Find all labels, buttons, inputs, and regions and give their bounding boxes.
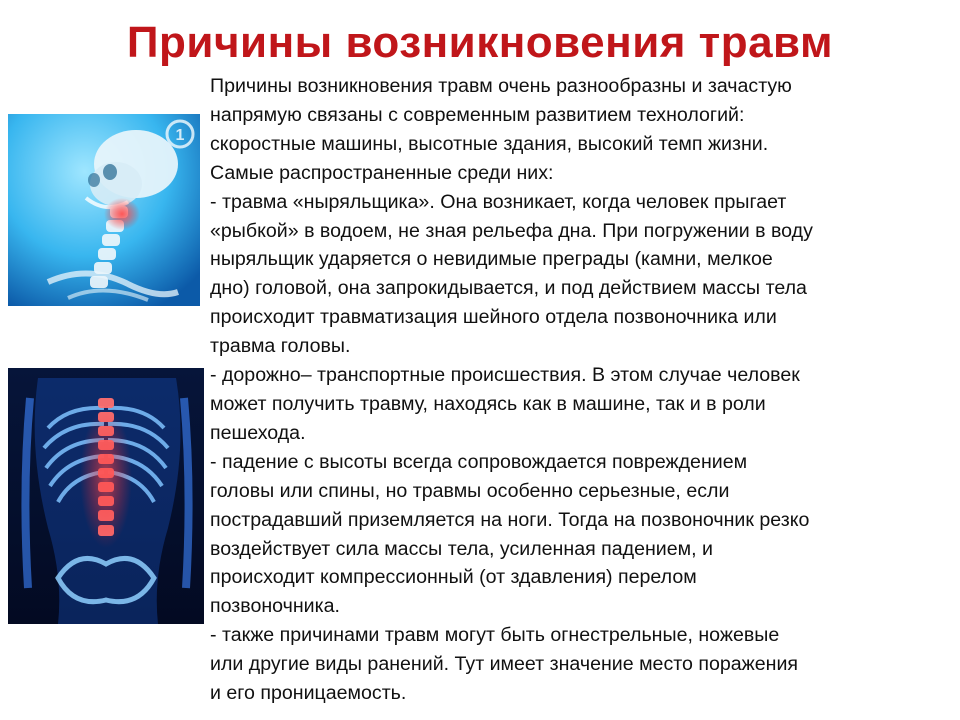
text-line: - падение с высоты всегда сопровождается повреждением [210, 450, 748, 473]
skull-neck-xray-image [8, 114, 200, 306]
body-text [210, 72, 955, 708]
text-line: пострадавший приземляется на ноги. Тогда на позвоночник резко [210, 508, 810, 531]
text-line: происходит компрессионный (от здавления) перелом [210, 566, 697, 589]
text-line: - также причинами травм могут быть огнестрельные, ножевые [210, 624, 780, 647]
text-line: дно) головой, она запрокидывается, и под действием массы тела [210, 277, 807, 300]
text-line: - травма «ныряльщика». Она возникает, когда человек прыгает [210, 190, 787, 213]
svg-text:1: 1 [175, 127, 185, 144]
text-line: - дорожно– транспортные происшествия. В этом случае человек [210, 364, 800, 387]
text-line: происходит травматизация шейного отдела позвоночника или [210, 306, 777, 329]
text-line: напрямую связаны с современным развитием технологий: [210, 103, 745, 126]
text-line: «рыбкой» в водоем, не зная рельефа дна. При погружении в воду [210, 219, 813, 242]
page-title: Причины возникновения травм [126, 18, 834, 67]
text-line: позвоночника. [210, 595, 340, 618]
text-line: травма головы. [210, 335, 351, 358]
text-line: Самые распространенные среди них: [210, 161, 554, 184]
text-line: и его проницаемость. [210, 682, 407, 705]
text-line: скоростные машины, высотные здания, высокий темп жизни. [210, 132, 769, 155]
text-line: может получить травму, находясь как в машине, так и в роли [210, 392, 766, 415]
spine-torso-xray-image [8, 368, 204, 624]
text-line: ныряльщик ударяется о невидимые преграды (камни, мелкое [210, 248, 773, 271]
text-line: или другие виды ранений. Тут имеет значение место поражения [210, 653, 799, 676]
text-line: Причины возникновения травм очень разнообразны и зачастую [210, 75, 792, 97]
text-line: воздействует сила массы тела, усиленная падением, и [210, 537, 713, 560]
text-line: головы или спины, но травмы особенно серьезные, если [210, 479, 730, 502]
text-line: пешехода. [210, 421, 306, 444]
